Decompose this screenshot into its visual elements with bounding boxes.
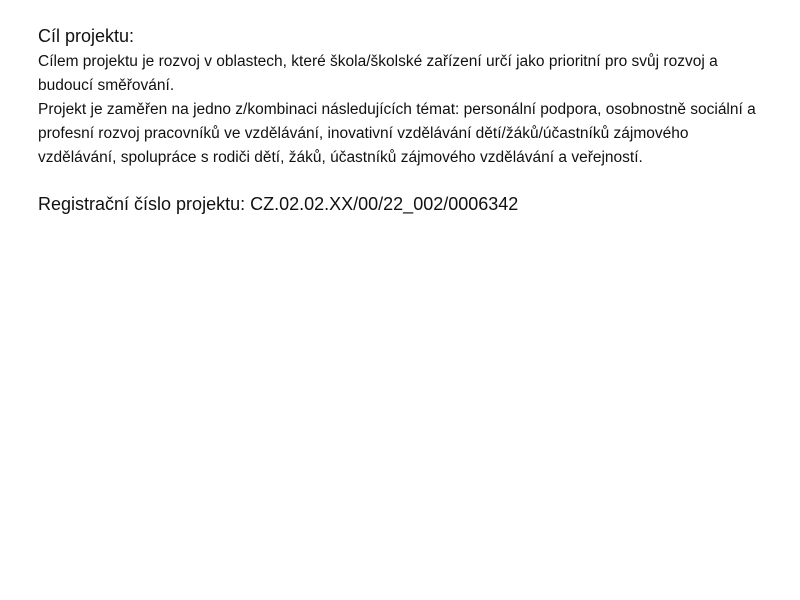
registration-number: Registrační číslo projektu: CZ.02.02.XX/00/22_002/0006342 xyxy=(38,194,519,214)
project-goal-heading: Cíl projektu: xyxy=(38,26,135,46)
project-goal-paragraph: Cílem projektu je rozvoj v oblastech, které škola/školské zařízení určí jako prioritní pro svůj rozvoj a budoucí směřování. xyxy=(38,53,718,94)
project-topics-paragraph: Projekt je zaměřen na jedno z/kombinaci následujících témat: personální podpora, osobnostně sociální a profesní rozvoj pracovníků ve vzdělávání, inovativní vzdělávání dětí/žáků/účastníků zájmového vzdělávání, spolupráce s rodiči dětí, žáků, účastníků zájmového vzdělávání a veřejností. xyxy=(38,101,756,166)
document-body xyxy=(38,24,768,216)
